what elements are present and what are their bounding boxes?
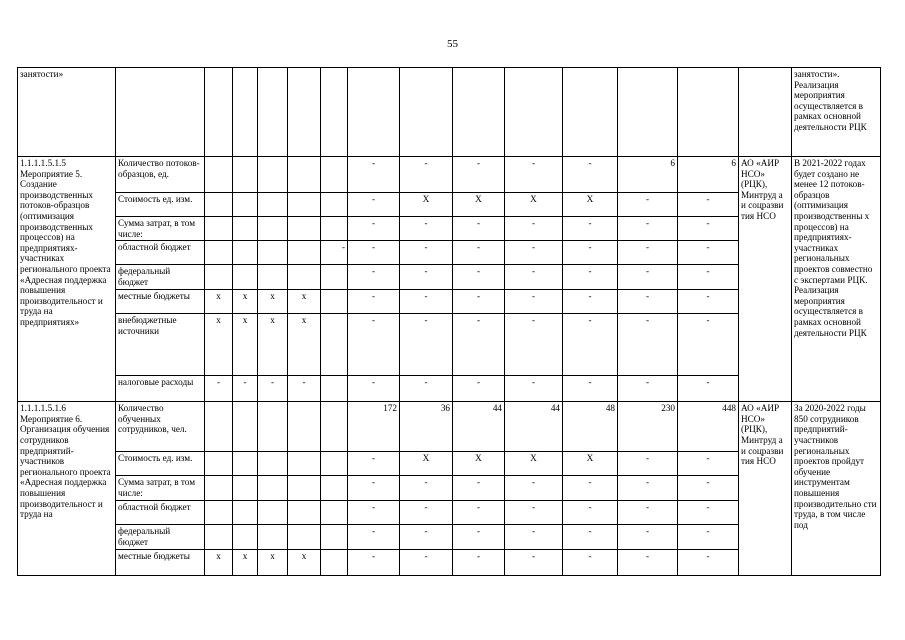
value-cell: X: [505, 193, 563, 217]
indicator-label: местные бюджеты: [116, 290, 205, 314]
value-cell: -: [348, 217, 400, 241]
value-cell: -: [400, 501, 453, 525]
indicator-label: областной бюджет: [116, 241, 205, 265]
measure-code: 1.1.1.1.5.1.6 Мероприятие 6. Организация обучения сотрудников предприятий-участников регионального проекта «Адресная поддержка повышения производительност и труда на: [18, 402, 116, 576]
value-cell: -: [453, 265, 505, 290]
extra-cell: [321, 402, 348, 452]
marker-cell: [205, 525, 233, 550]
value-cell: -: [563, 290, 618, 314]
value-cell: -: [348, 452, 400, 476]
marker-cell: [258, 217, 288, 241]
marker-cell: -: [288, 376, 321, 402]
value-cell: -: [563, 241, 618, 265]
table-row: [18, 157, 881, 193]
top-row-note: занятости». Реализация мероприятия осуществляется в рамках основной деятельности РЦК: [792, 68, 881, 157]
value-cell: 172: [348, 402, 400, 452]
indicator-label: Стоимость ед. изм.: [116, 452, 205, 476]
value-cell: 48: [563, 402, 618, 452]
value-cell: -: [348, 265, 400, 290]
indicator-label: местные бюджеты: [116, 550, 205, 576]
marker-cell: х: [288, 290, 321, 314]
value-cell: -: [505, 550, 563, 576]
value-cell: -: [563, 525, 618, 550]
marker-cell: [258, 452, 288, 476]
value-cell: -: [400, 241, 453, 265]
value-cell: -: [453, 314, 505, 376]
value-cell: -: [348, 193, 400, 217]
value-cell: X: [453, 193, 505, 217]
marker-cell: [233, 402, 258, 452]
value-cell: -: [348, 476, 400, 501]
value-cell: -: [678, 476, 739, 501]
value-cell: 230: [618, 402, 678, 452]
marker-cell: [205, 157, 233, 193]
marker-cell: [288, 265, 321, 290]
marker-cell: х: [205, 290, 233, 314]
marker-cell: х: [258, 290, 288, 314]
marker-cell: [288, 193, 321, 217]
marker-cell: [288, 525, 321, 550]
value-cell: -: [400, 314, 453, 376]
value-cell: -: [505, 376, 563, 402]
value-cell: -: [400, 290, 453, 314]
value-cell: -: [618, 217, 678, 241]
value-cell: -: [505, 501, 563, 525]
marker-cell: [288, 452, 321, 476]
value-cell: -: [678, 525, 739, 550]
marker-cell: [233, 193, 258, 217]
value-cell: -: [348, 501, 400, 525]
value-cell: -: [400, 157, 453, 193]
extra-cell: [321, 217, 348, 241]
marker-cell: [233, 241, 258, 265]
extra-cell: [321, 157, 348, 193]
marker-cell: х: [233, 550, 258, 576]
value-cell: -: [618, 550, 678, 576]
indicator-label: внебюджетные источники: [116, 314, 205, 376]
value-cell: -: [453, 241, 505, 265]
value-cell: X: [563, 193, 618, 217]
value-cell: -: [618, 376, 678, 402]
value-cell: X: [400, 193, 453, 217]
marker-cell: х: [233, 314, 258, 376]
extra-cell: [321, 193, 348, 217]
extra-cell: [321, 265, 348, 290]
value-cell: -: [618, 290, 678, 314]
value-cell: -: [678, 290, 739, 314]
marker-cell: [258, 193, 288, 217]
indicator-label: налоговые расходы: [116, 376, 205, 402]
value-cell: -: [678, 193, 739, 217]
value-cell: -: [618, 265, 678, 290]
extra-cell: -: [321, 241, 348, 265]
marker-cell: -: [258, 376, 288, 402]
value-cell: X: [453, 452, 505, 476]
page-number: 55: [447, 38, 458, 50]
value-cell: -: [400, 265, 453, 290]
table-row: [18, 68, 881, 157]
value-cell: -: [678, 550, 739, 576]
value-cell: -: [505, 265, 563, 290]
value-cell: -: [505, 217, 563, 241]
marker-cell: [288, 217, 321, 241]
value-cell: -: [453, 217, 505, 241]
value-cell: -: [618, 241, 678, 265]
extra-cell: [321, 476, 348, 501]
value-cell: -: [453, 376, 505, 402]
marker-cell: х: [205, 550, 233, 576]
indicator-label: федеральный бюджет: [116, 265, 205, 290]
extra-cell: [321, 290, 348, 314]
value-cell: -: [678, 265, 739, 290]
marker-cell: х: [288, 314, 321, 376]
marker-cell: х: [205, 314, 233, 376]
value-cell: -: [563, 265, 618, 290]
indicator-label: Сумма затрат, в том числе:: [116, 217, 205, 241]
marker-cell: [205, 193, 233, 217]
extra-cell: [321, 376, 348, 402]
value-cell: -: [348, 241, 400, 265]
value-cell: -: [400, 476, 453, 501]
extra-cell: [321, 550, 348, 576]
value-cell: X: [563, 452, 618, 476]
marker-cell: [258, 402, 288, 452]
indicator-label: федеральный бюджет: [116, 525, 205, 550]
value-cell: -: [678, 314, 739, 376]
marker-cell: [258, 525, 288, 550]
marker-cell: [205, 402, 233, 452]
value-cell: -: [348, 290, 400, 314]
marker-cell: [288, 157, 321, 193]
indicator-label: Сумма затрат, в том числе:: [116, 476, 205, 501]
value-cell: -: [505, 290, 563, 314]
value-cell: -: [400, 217, 453, 241]
marker-cell: -: [233, 376, 258, 402]
marker-cell: [205, 265, 233, 290]
value-cell: -: [678, 217, 739, 241]
note-cell: В 2021-2022 годах будет создано не менее 12 потоков-образцов (оптимизация производственны х процессов) на предприятиях-участниках региональных проектов совместно с экспертами РЦК. Реализация мероприятия осуществляется в рамках основной деятельности РЦК: [792, 157, 881, 402]
marker-cell: [233, 157, 258, 193]
value-cell: -: [678, 452, 739, 476]
marker-cell: [233, 452, 258, 476]
value-cell: -: [453, 550, 505, 576]
value-cell: 36: [400, 402, 453, 452]
marker-cell: [258, 265, 288, 290]
extra-cell: [321, 525, 348, 550]
marker-cell: [258, 241, 288, 265]
extra-cell: [321, 501, 348, 525]
value-cell: X: [400, 452, 453, 476]
value-cell: 44: [505, 402, 563, 452]
value-cell: -: [400, 525, 453, 550]
indicator-label: областной бюджет: [116, 501, 205, 525]
value-cell: 44: [453, 402, 505, 452]
top-row-description: занятости»: [18, 68, 116, 157]
value-cell: -: [618, 476, 678, 501]
table-row: [18, 402, 881, 452]
marker-cell: [205, 452, 233, 476]
value-cell: -: [505, 314, 563, 376]
indicator-label: Количество потоков-образцов, ед.: [116, 157, 205, 193]
value-cell: -: [563, 217, 618, 241]
value-cell: -: [618, 525, 678, 550]
marker-cell: [288, 241, 321, 265]
value-cell: -: [678, 501, 739, 525]
marker-cell: [288, 476, 321, 501]
value-cell: -: [453, 290, 505, 314]
value-cell: -: [618, 452, 678, 476]
value-cell: -: [453, 476, 505, 501]
marker-cell: -: [205, 376, 233, 402]
value-cell: -: [563, 501, 618, 525]
value-cell: 448: [678, 402, 739, 452]
marker-cell: [258, 157, 288, 193]
marker-cell: [288, 402, 321, 452]
value-cell: -: [563, 376, 618, 402]
marker-cell: [288, 501, 321, 525]
marker-cell: [205, 217, 233, 241]
note-cell: За 2020-2022 годы 850 сотрудников предприятий-участников региональных проектов пройдут обучение инструментам повышения производительно сти труда, в том числе под: [792, 402, 881, 576]
value-cell: -: [563, 314, 618, 376]
marker-cell: [233, 476, 258, 501]
value-cell: -: [678, 241, 739, 265]
measures-table: [17, 67, 881, 576]
value-cell: -: [348, 376, 400, 402]
marker-cell: [205, 241, 233, 265]
value-cell: -: [563, 476, 618, 501]
value-cell: 6: [678, 157, 739, 193]
marker-cell: х: [288, 550, 321, 576]
value-cell: -: [400, 376, 453, 402]
value-cell: -: [563, 157, 618, 193]
measure-code: 1.1.1.1.5.1.5 Мероприятие 5. Создание производственных потоков-образцов (оптимизация производственных процессов) на предприятиях-участниках регионального проекта «Адресная поддержка повышения производительност и труда на предприятиях»: [18, 157, 116, 402]
executor-cell: АО «АИР НСО» (РЦК), Минтруд а и соцразви тия НСО: [739, 402, 792, 576]
marker-cell: [258, 501, 288, 525]
value-cell: -: [348, 550, 400, 576]
value-cell: -: [618, 193, 678, 217]
value-cell: -: [505, 157, 563, 193]
value-cell: 6: [618, 157, 678, 193]
value-cell: -: [563, 550, 618, 576]
indicator-label: Количество обученных сотрудников, чел.: [116, 402, 205, 452]
value-cell: -: [505, 241, 563, 265]
marker-cell: х: [258, 550, 288, 576]
value-cell: -: [678, 376, 739, 402]
value-cell: -: [618, 314, 678, 376]
extra-cell: [321, 452, 348, 476]
marker-cell: х: [258, 314, 288, 376]
value-cell: -: [348, 314, 400, 376]
value-cell: -: [348, 157, 400, 193]
extra-cell: [321, 314, 348, 376]
executor-cell: АО «АИР НСО» (РЦК), Минтруд а и соцразви тия НСО: [739, 157, 792, 402]
marker-cell: [258, 476, 288, 501]
value-cell: -: [400, 550, 453, 576]
marker-cell: х: [233, 290, 258, 314]
marker-cell: [233, 265, 258, 290]
value-cell: X: [505, 452, 563, 476]
value-cell: -: [505, 476, 563, 501]
value-cell: -: [618, 501, 678, 525]
value-cell: -: [348, 525, 400, 550]
marker-cell: [233, 525, 258, 550]
value-cell: -: [453, 525, 505, 550]
marker-cell: [233, 217, 258, 241]
marker-cell: [205, 476, 233, 501]
marker-cell: [233, 501, 258, 525]
value-cell: -: [453, 157, 505, 193]
value-cell: -: [505, 525, 563, 550]
value-cell: -: [453, 501, 505, 525]
indicator-label: Стоимость ед. изм.: [116, 193, 205, 217]
marker-cell: [205, 501, 233, 525]
